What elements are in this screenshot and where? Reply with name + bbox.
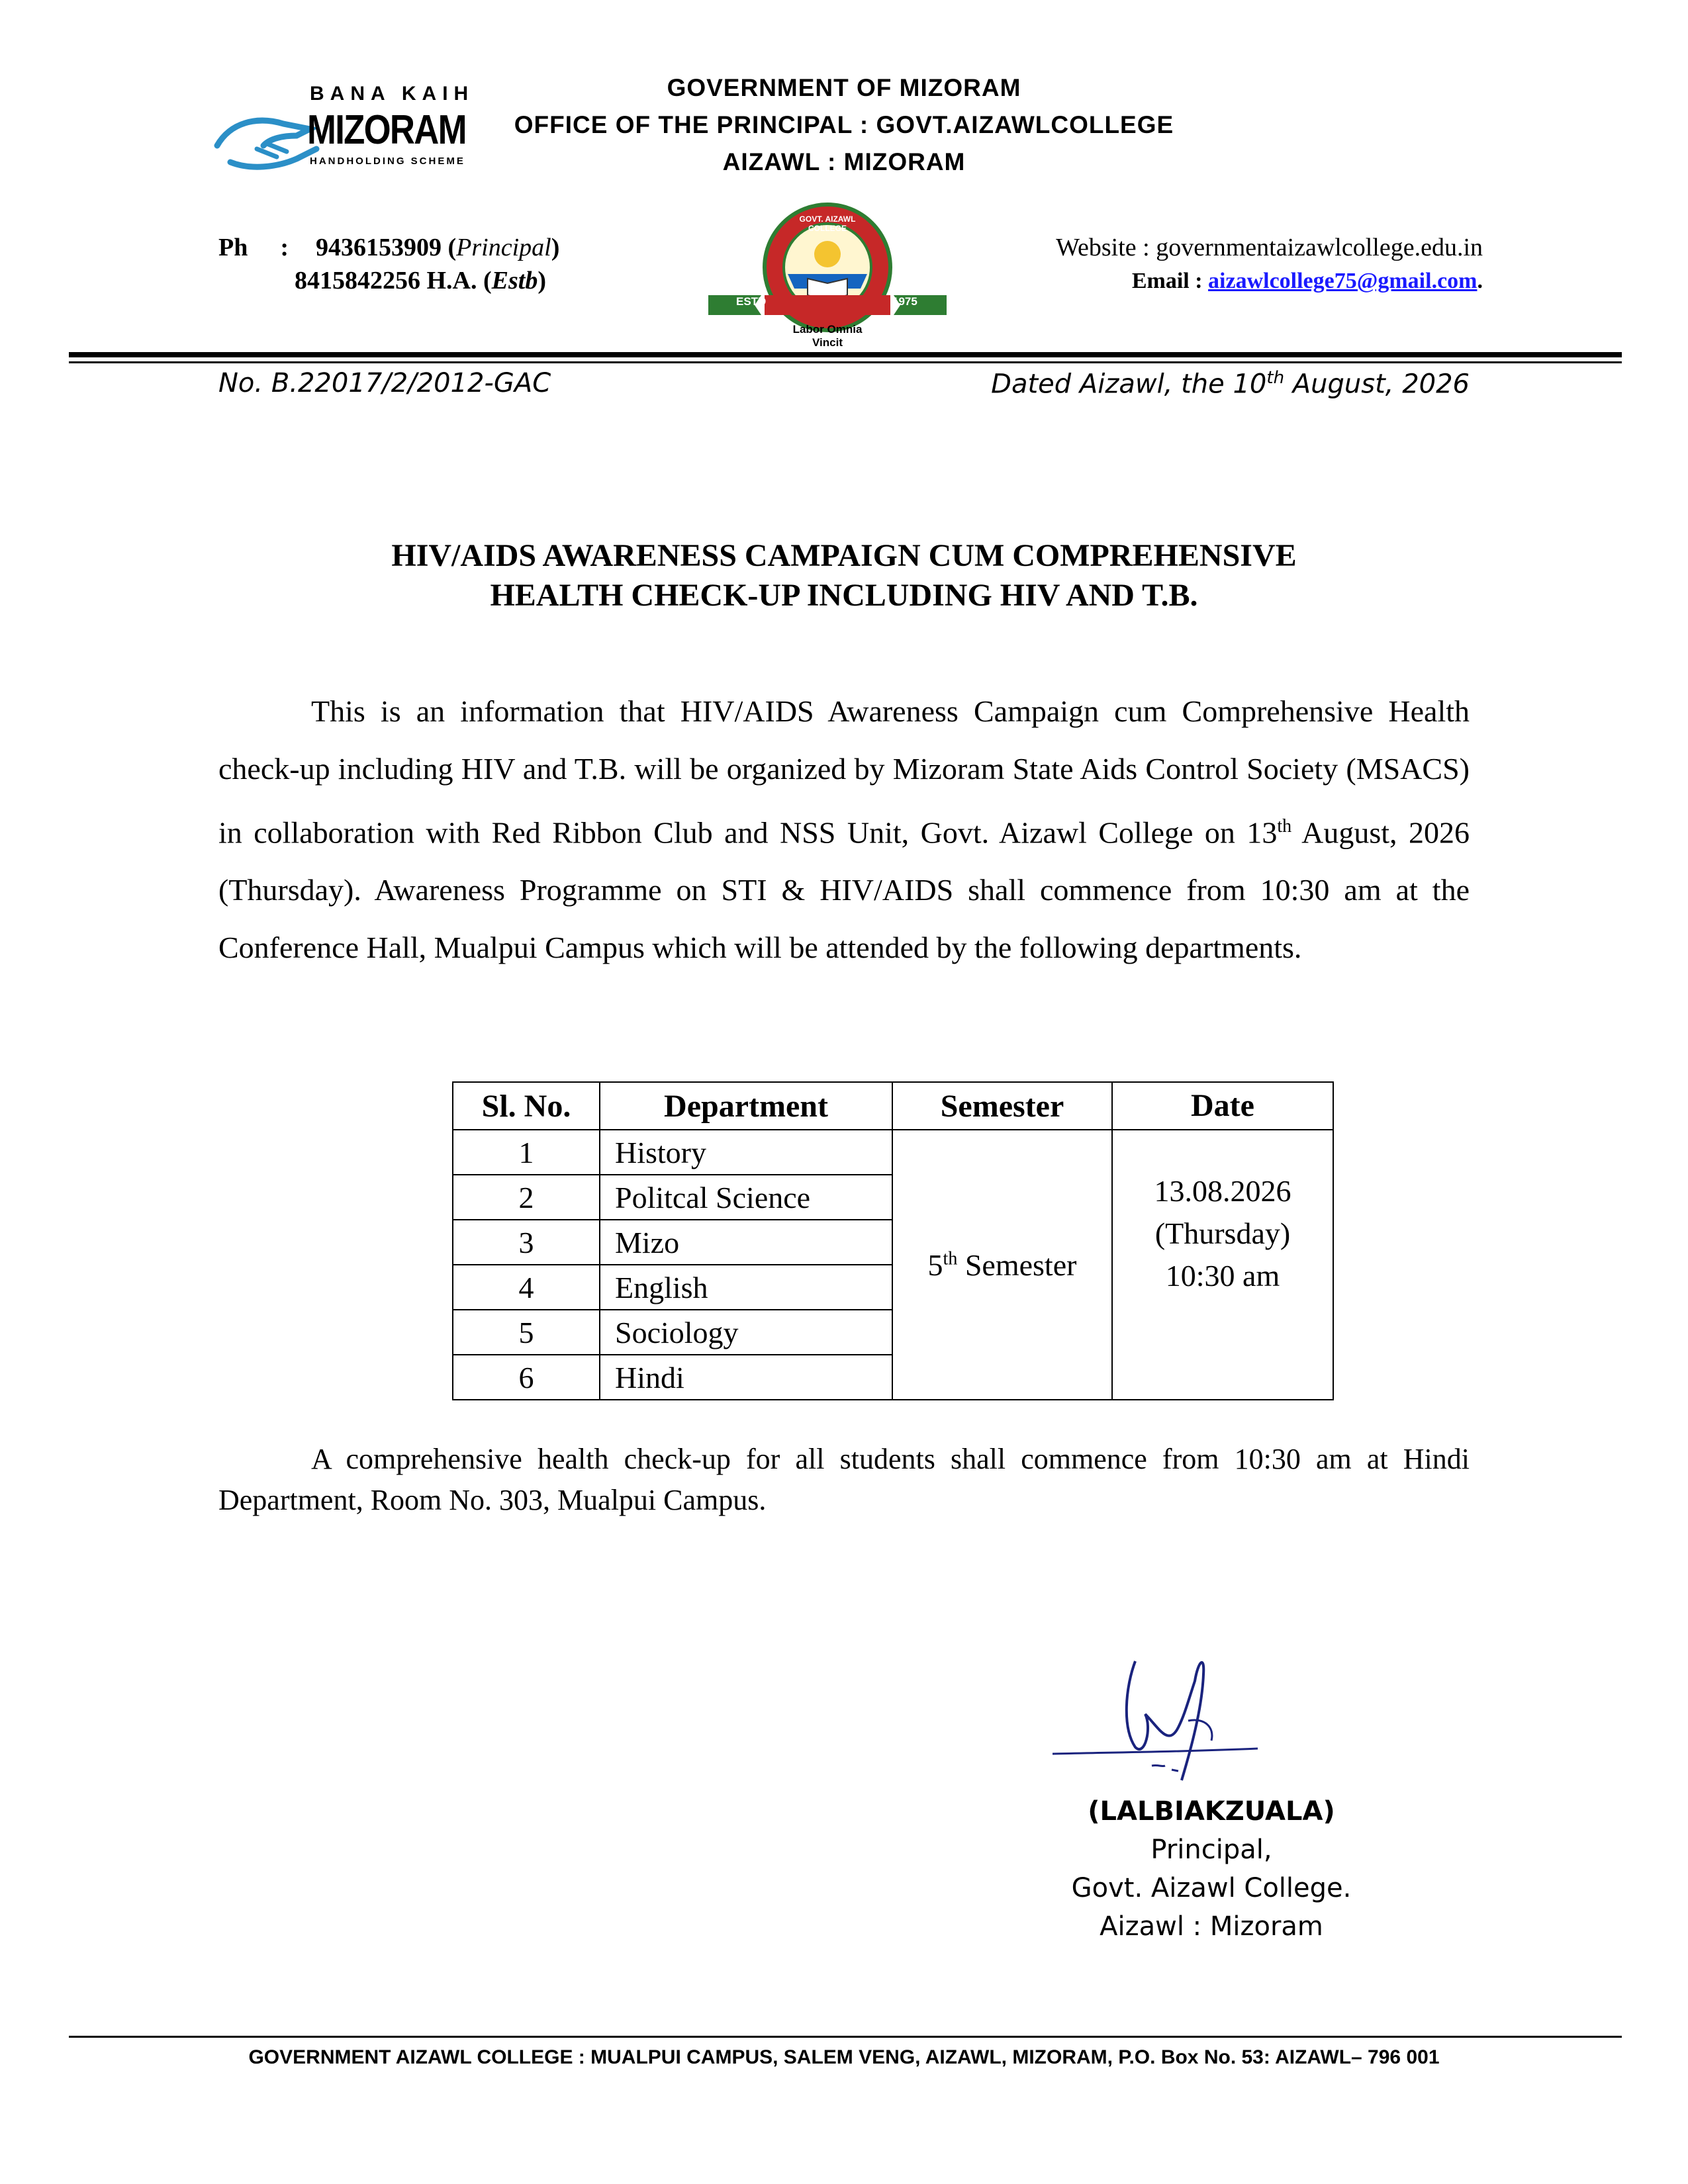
website-link[interactable]: governmentaizawlcollege.edu.in [1156,234,1483,261]
signature-block [980,1792,1443,1946]
signatory-name: (LALBIAKZUALA) [1088,1796,1335,1827]
cell-dept: Hindi [600,1355,892,1400]
seal-year: 1975 [892,295,917,308]
email-line: Email : aizawlcollege75@gmail.com. [1131,269,1483,293]
phone2-block: 8415842256 H.A. (Estb) [295,267,547,295]
cell-semester: 5th Semester [892,1130,1112,1400]
logo-main-text: MIZORAM [307,107,466,153]
footer-divider [69,2036,1622,2038]
col-sl-no: Sl. No. [453,1082,600,1130]
cell-date: 13.08.2026 (Thursday) 10:30 am [1112,1130,1333,1400]
department-table [452,1081,1334,1400]
header-divider-thin [69,361,1622,363]
dated-line: Dated Aizawl, the 10th August, 2026 [991,368,1470,400]
college-seal [708,196,947,348]
principal-signature [1046,1648,1264,1794]
col-semester: Semester [892,1082,1112,1130]
seal-motto: Labor Omnia Vincit [792,323,863,349]
cell-dept: Politcal Science [600,1175,892,1220]
cell-sl: 3 [453,1220,600,1265]
table-header-row [453,1082,1333,1130]
body-paragraph: This is an information that HIV/AIDS Awareness Campaign cum Comprehensive Health check-up including HIV and T.B. will be organized by Mizoram State Aids Control Society (MSACS) in collaboration with Red Ribbon Club and NSS Unit, Govt. Aizawl College on 13th August, 2026 (Thursday). Awareness Programme on STI & HIV/AIDS shall commence from 10:30 am at the Conference Hall, Mualpui Campus which will be attended by the following departments. [218,694,1470,965]
cell-sl: 5 [453,1310,600,1355]
phone-block: Ph : 9436153909 (Principal) [218,234,560,261]
signatory-org: Govt. Aizawl College. [1071,1873,1352,1903]
logo-top-text: BANA KAIH [310,83,475,105]
cell-dept: Mizo [600,1220,892,1265]
notice-title-line2: HEALTH CHECK-UP INCLUDING HIV AND T.B. [490,578,1198,613]
signatory-place: Aizawl : Mizoram [1100,1911,1323,1942]
notice-title-line1: HIV/AIDS AWARENESS CAMPAIGN CUM COMPREHENSIVE [391,538,1297,573]
ph-label: Ph [218,234,248,261]
reference-number: No. B.22017/2/2012-GAC [218,368,551,398]
cell-dept: History [600,1130,892,1175]
cell-dept: Sociology [600,1310,892,1355]
header-location: AIZAWL : MIZORAM [722,148,966,175]
col-date: Date [1112,1082,1333,1130]
header-government: GOVERNMENT OF MIZORAM [667,74,1021,101]
col-department: Department [600,1082,892,1130]
seal-estd: ESTD [736,295,767,308]
health-checkup-paragraph: A comprehensive health check-up for all students shall commence from 10:30 am at Hindi Department, Room No. 303, Mualpui Campus. [218,1443,1470,1516]
cell-sl: 2 [453,1175,600,1220]
signatory-title: Principal, [1150,1835,1272,1865]
logo-sub-text: HANDHOLDING SCHEME [310,156,465,167]
email-link[interactable]: aizawlcollege75@gmail.com [1208,269,1477,293]
phone-principal: 9436153909 [316,234,442,261]
header-divider-thick [69,352,1622,357]
footer-address: GOVERNMENT AIZAWL COLLEGE : MUALPUI CAMPUS, SALEM VENG, AIZAWL, MIZORAM, P.O. Box No. 53: AIZAWL– 796 001 [248,2046,1440,2068]
table-row [453,1130,1333,1175]
cell-sl: 6 [453,1355,600,1400]
phone-estb: 8415842256 [295,267,420,295]
bana-kaih-logo [211,83,475,182]
cell-sl: 4 [453,1265,600,1310]
website-line: Website : governmentaizawlcollege.edu.in [1056,234,1483,261]
cell-sl: 1 [453,1130,600,1175]
cell-dept: English [600,1265,892,1310]
seal-arc-text: GOVT. AIZAWL COLLEGE [799,214,856,233]
header-office: OFFICE OF THE PRINCIPAL : GOVT.AIZAWLCOLLEGE [514,111,1174,138]
